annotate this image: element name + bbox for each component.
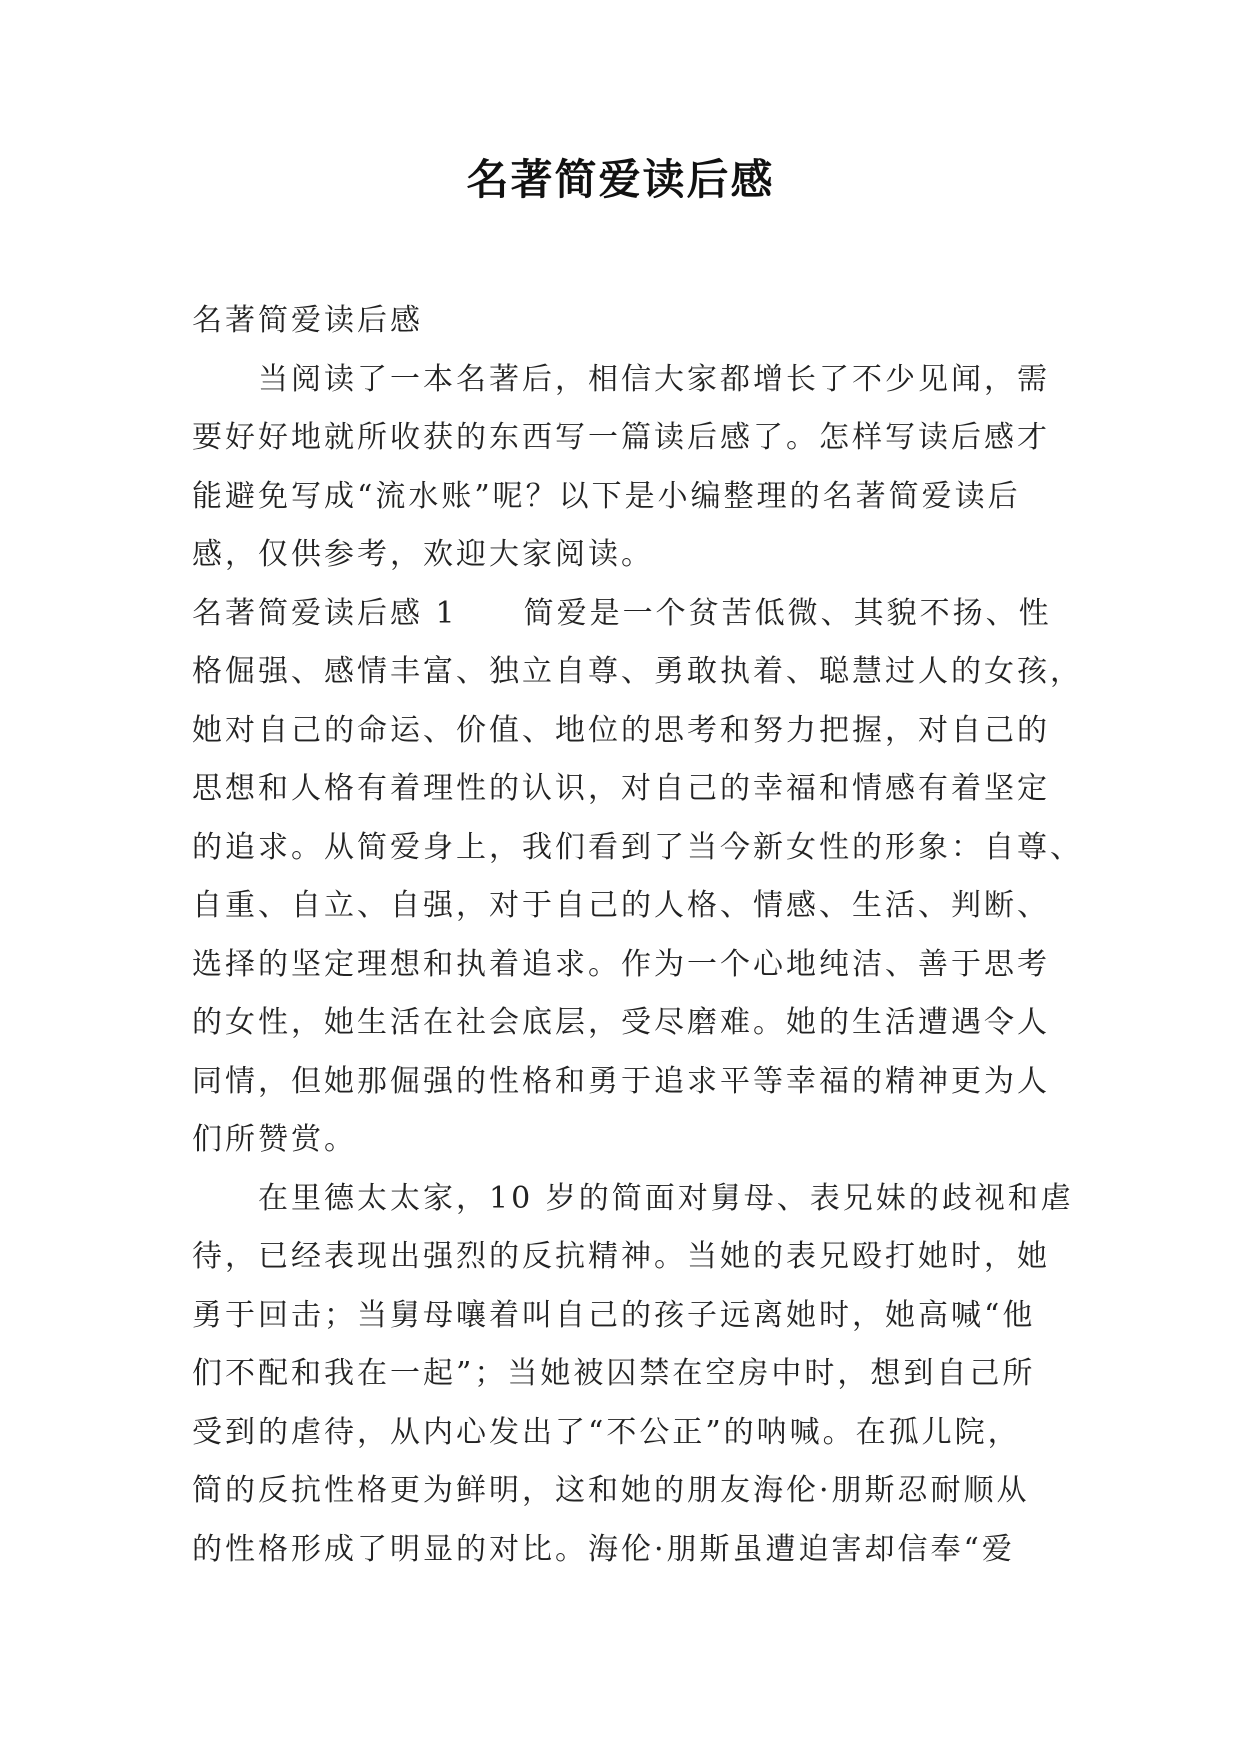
body-line: 格倔强、感情丰富、独立自尊、勇敢执着、聪慧过人的女孩， xyxy=(192,654,1083,689)
body-line: 们所赞赏。 xyxy=(192,1122,357,1157)
body-line: 选择的坚定理想和执着追求。作为一个心地纯洁、善于思考 xyxy=(192,946,1050,982)
body-line: 的追求。从简爱身上，我们看到了当今新女性的形象：自尊、 xyxy=(192,829,1083,865)
body-line: 感，仅供参考，欢迎大家阅读。 xyxy=(192,537,654,572)
body-line: 名著简爱读后感 1 简爱是一个贫苦低微、其貌不扬、性 xyxy=(192,595,1052,631)
body-line: 思想和人格有着理性的认识，对自己的幸福和情感有着坚定 xyxy=(192,771,1050,806)
body-line: 待，已经表现出强烈的反抗精神。当她的表兄殴打她时，她 xyxy=(192,1239,1050,1274)
body-line: 勇于回击；当舅母嚷着叫自己的孩子远离她时，她高喊“他 xyxy=(192,1297,1036,1333)
body-line: 当阅读了一本名著后，相信大家都增长了不少见闻，需 xyxy=(258,361,1050,397)
body-line: 的女性，她生活在社会底层，受尽磨难。她的生活遭遇令人 xyxy=(192,1005,1050,1040)
body-line: 同情，但她那倔强的性格和勇于追求平等幸福的精神更为人 xyxy=(192,1063,1050,1099)
body-line: 受到的虐待，从内心发出了“不公正”的呐喊。在孤儿院， xyxy=(192,1414,1021,1450)
document-body xyxy=(192,292,1083,1579)
body-line: 的性格形成了明显的对比。海伦·朋斯虽遭迫害却信奉“爱 xyxy=(192,1531,1015,1567)
body-line: 简的反抗性格更为鲜明，这和她的朋友海伦·朋斯忍耐顺从 xyxy=(192,1473,1030,1508)
body-line: 自重、自立、自强，对于自己的人格、情感、生活、判断、 xyxy=(192,888,1050,923)
body-line: 们不配和我在一起”；当她被囚禁在空房中时，想到自己所 xyxy=(192,1356,1036,1391)
body-line: 在里德太太家，10 岁的简面对舅母、表兄妹的歧视和虐 xyxy=(258,1180,1074,1216)
body-line: 名著简爱读后感 xyxy=(192,303,423,338)
body-line: 她对自己的命运、价值、地位的思考和努力把握，对自己的 xyxy=(192,712,1050,748)
body-line: 能避免写成“流水账”呢？以下是小编整理的名著简爱读后 xyxy=(192,478,1021,514)
document-title: 名著简爱读后感 xyxy=(466,155,775,204)
body-line: 要好好地就所收获的东西写一篇读后感了。怎样写读后感才 xyxy=(192,420,1050,455)
